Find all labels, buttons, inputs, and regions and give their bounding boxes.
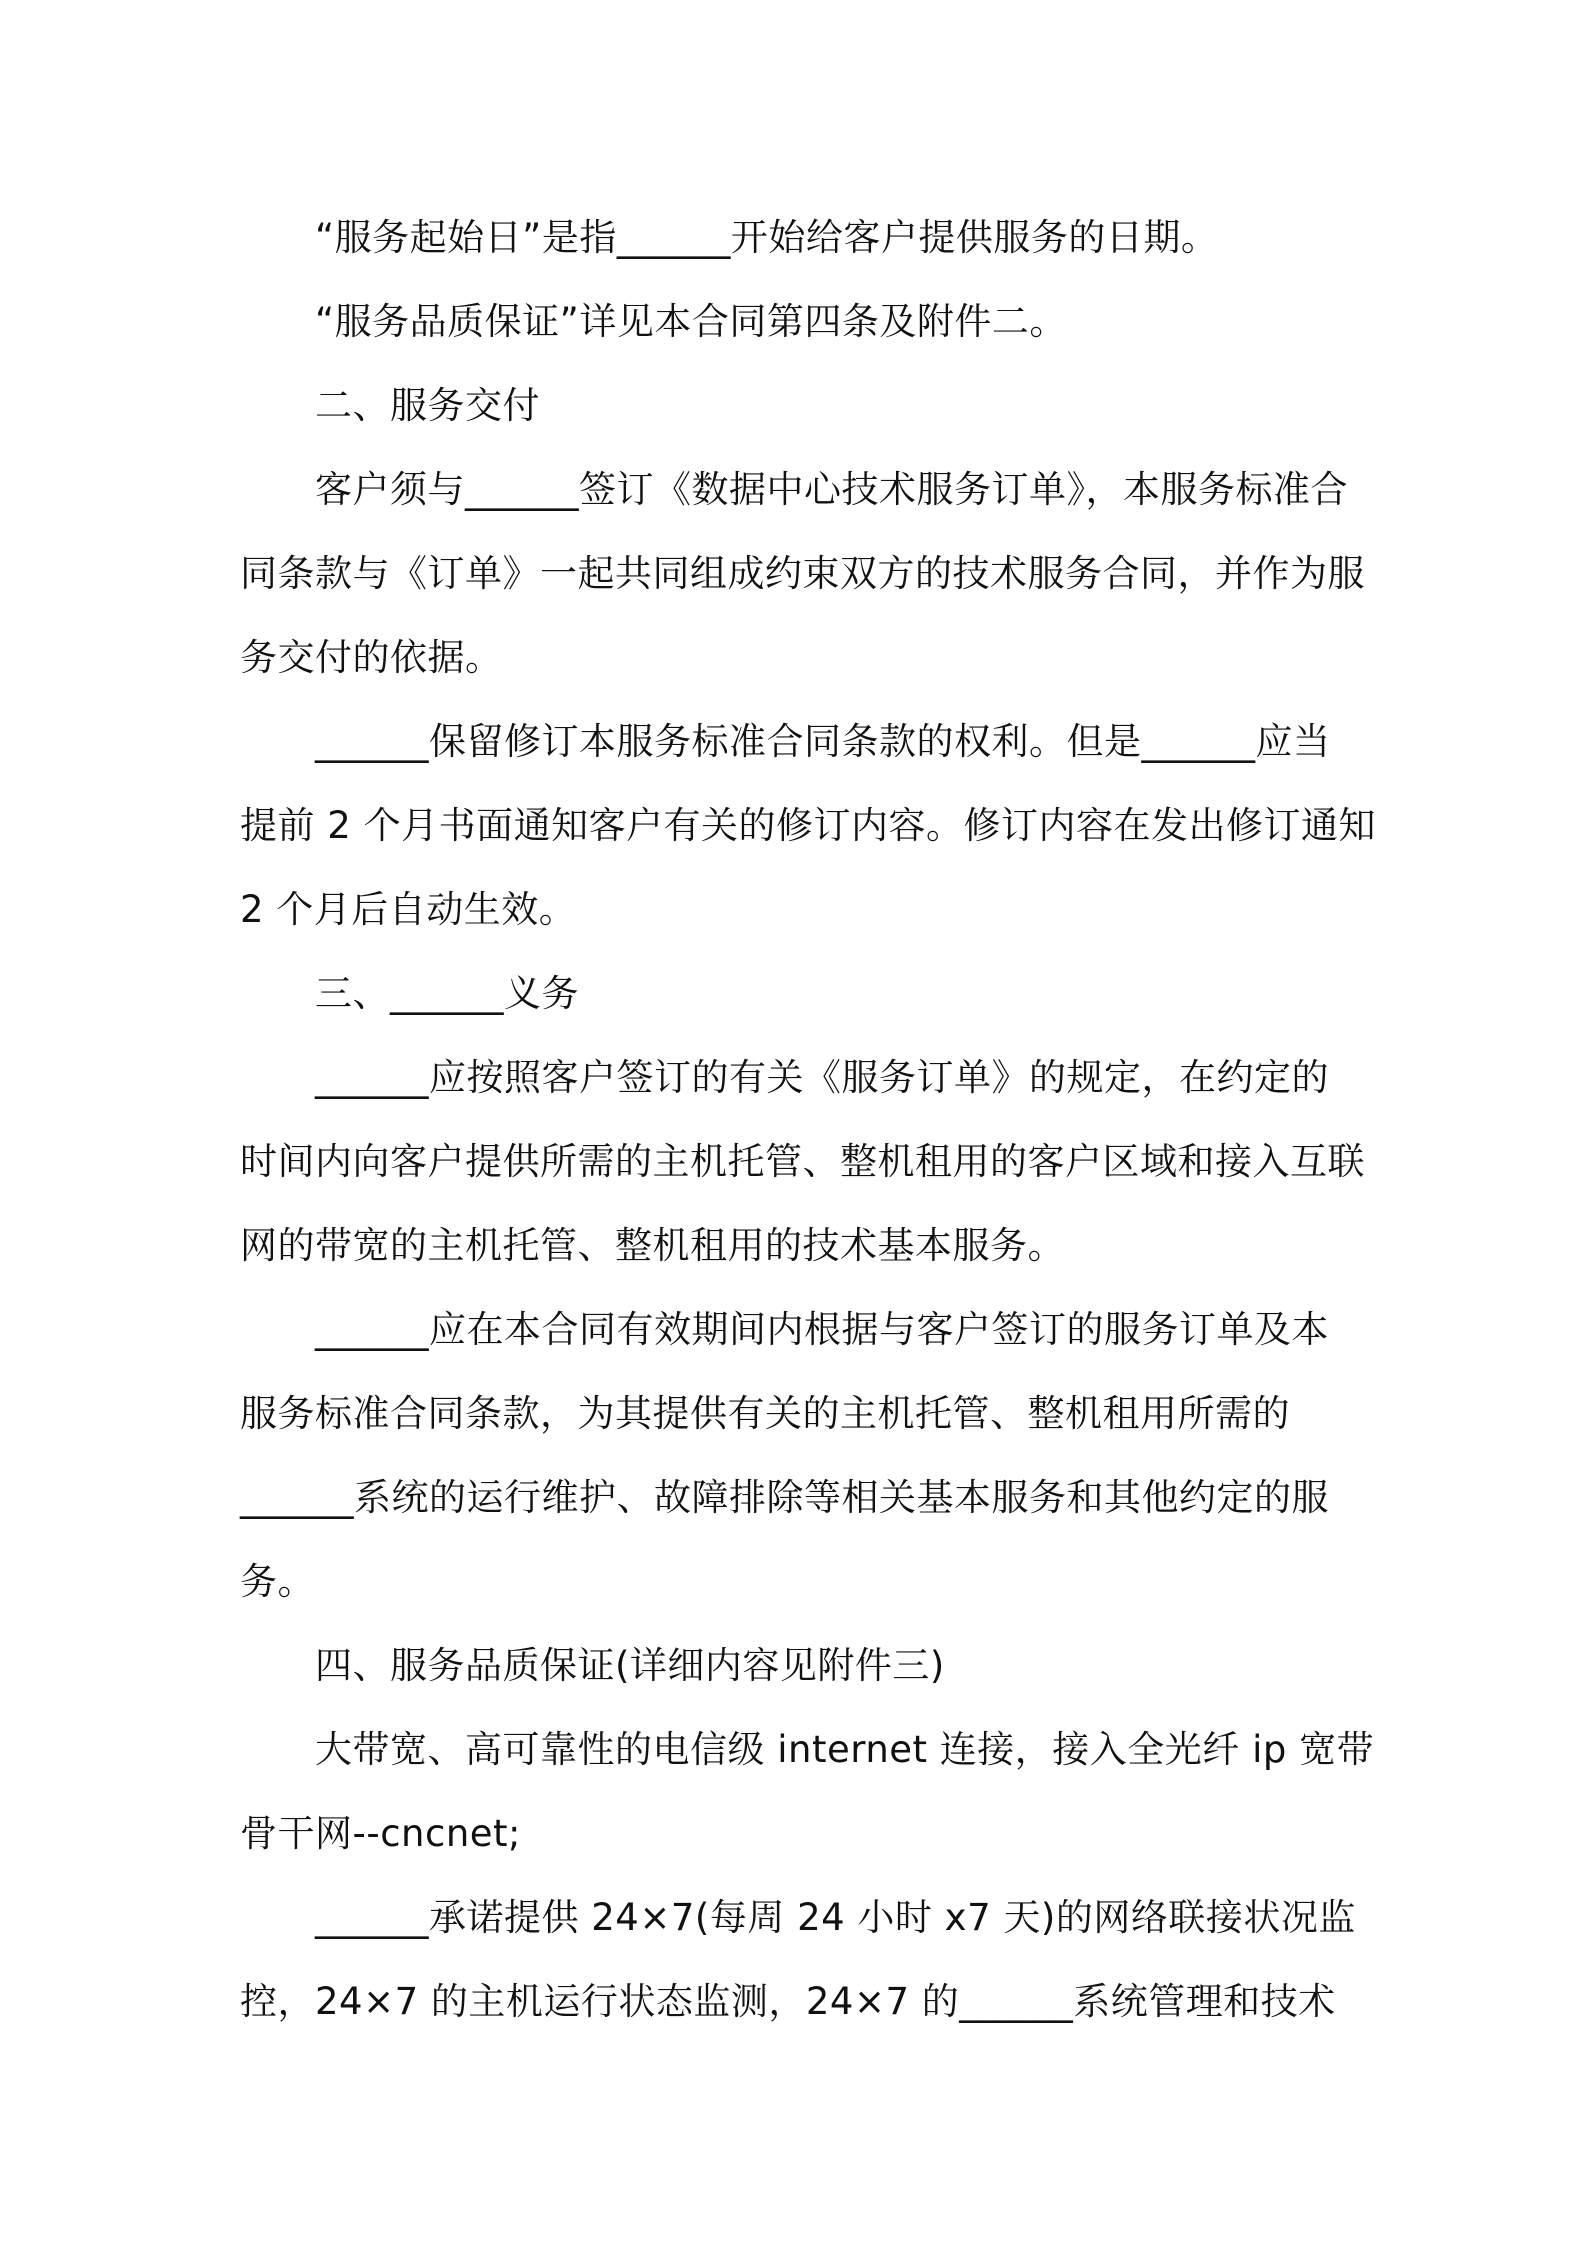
text-line: 网的带宽的主机托管、整机租用的技术基本服务。 <box>240 1224 1065 1267</box>
text-line: ______应按照客户签订的有关《服务订单》的规定，在约定的 <box>315 1056 1329 1099</box>
text-line: 时间内向客户提供所需的主机托管、整机租用的客户区域和接入互联 <box>240 1140 1365 1183</box>
text-line: ______保留修订本服务标准合同条款的权利。但是______应当 <box>315 720 1331 763</box>
paragraph-order-signing <box>240 448 1365 700</box>
text-line: 骨干网--cncnet; <box>240 1812 522 1855</box>
text-line: ______应在本合同有效期间内根据与客户签订的服务订单及本 <box>315 1308 1329 1351</box>
text-line: ______承诺提供 24×7(每周 24 小时 x7 天)的网络联接状况监 <box>315 1896 1356 1939</box>
text-line: 四、服务品质保证(详细内容见附件三) <box>315 1644 945 1687</box>
text-line: 务交付的依据。 <box>240 636 503 679</box>
section-heading-obligations <box>240 952 1356 1036</box>
text-line: 客户须与______签订《数据中心技术服务订单》，本服务标准合 <box>315 468 1348 511</box>
text-line: 大带宽、高可靠性的电信级 internet 连接，接入全光纤 ip 宽带 <box>315 1728 1375 1771</box>
text-line: 三、______义务 <box>315 972 579 1015</box>
section-heading-service-delivery <box>240 364 1356 448</box>
text-line: 控，24×7 的主机运行状态监测，24×7 的______系统管理和技术 <box>240 1980 1336 2023</box>
text-line: 同条款与《订单》一起共同组成约束双方的技术服务合同，并作为服 <box>240 552 1365 595</box>
text-line: “服务起始日”是指______开始给客户提供服务的日期。 <box>315 216 1219 259</box>
paragraph-bandwidth <box>240 1708 1375 1876</box>
section-heading-quality-guarantee <box>240 1624 1356 1708</box>
text-line: 提前 2 个月书面通知客户有关的修订内容。修订内容在发出修订通知 <box>240 804 1377 847</box>
document-page <box>240 196 1377 2044</box>
paragraph-monitoring-commitment <box>240 1876 1356 2044</box>
text-line: ______系统的运行维护、故障排除等相关基本服务和其他约定的服 <box>240 1476 1329 1519</box>
text-line: 2 个月后自动生效。 <box>240 888 577 931</box>
paragraph-service-start-date <box>240 196 1356 280</box>
text-line: 服务标准合同条款，为其提供有关的主机托管、整机租用所需的 <box>240 1392 1290 1435</box>
text-line: 二、服务交付 <box>315 384 540 427</box>
paragraph-obligation-maintenance <box>240 1288 1356 1624</box>
paragraph-service-quality-definition <box>240 280 1356 364</box>
paragraph-revision-rights <box>240 700 1377 952</box>
paragraph-obligation-basic-service <box>240 1036 1365 1288</box>
text-line: “服务品质保证”详见本合同第四条及附件二。 <box>315 300 1067 343</box>
text-line: 务。 <box>240 1560 315 1603</box>
